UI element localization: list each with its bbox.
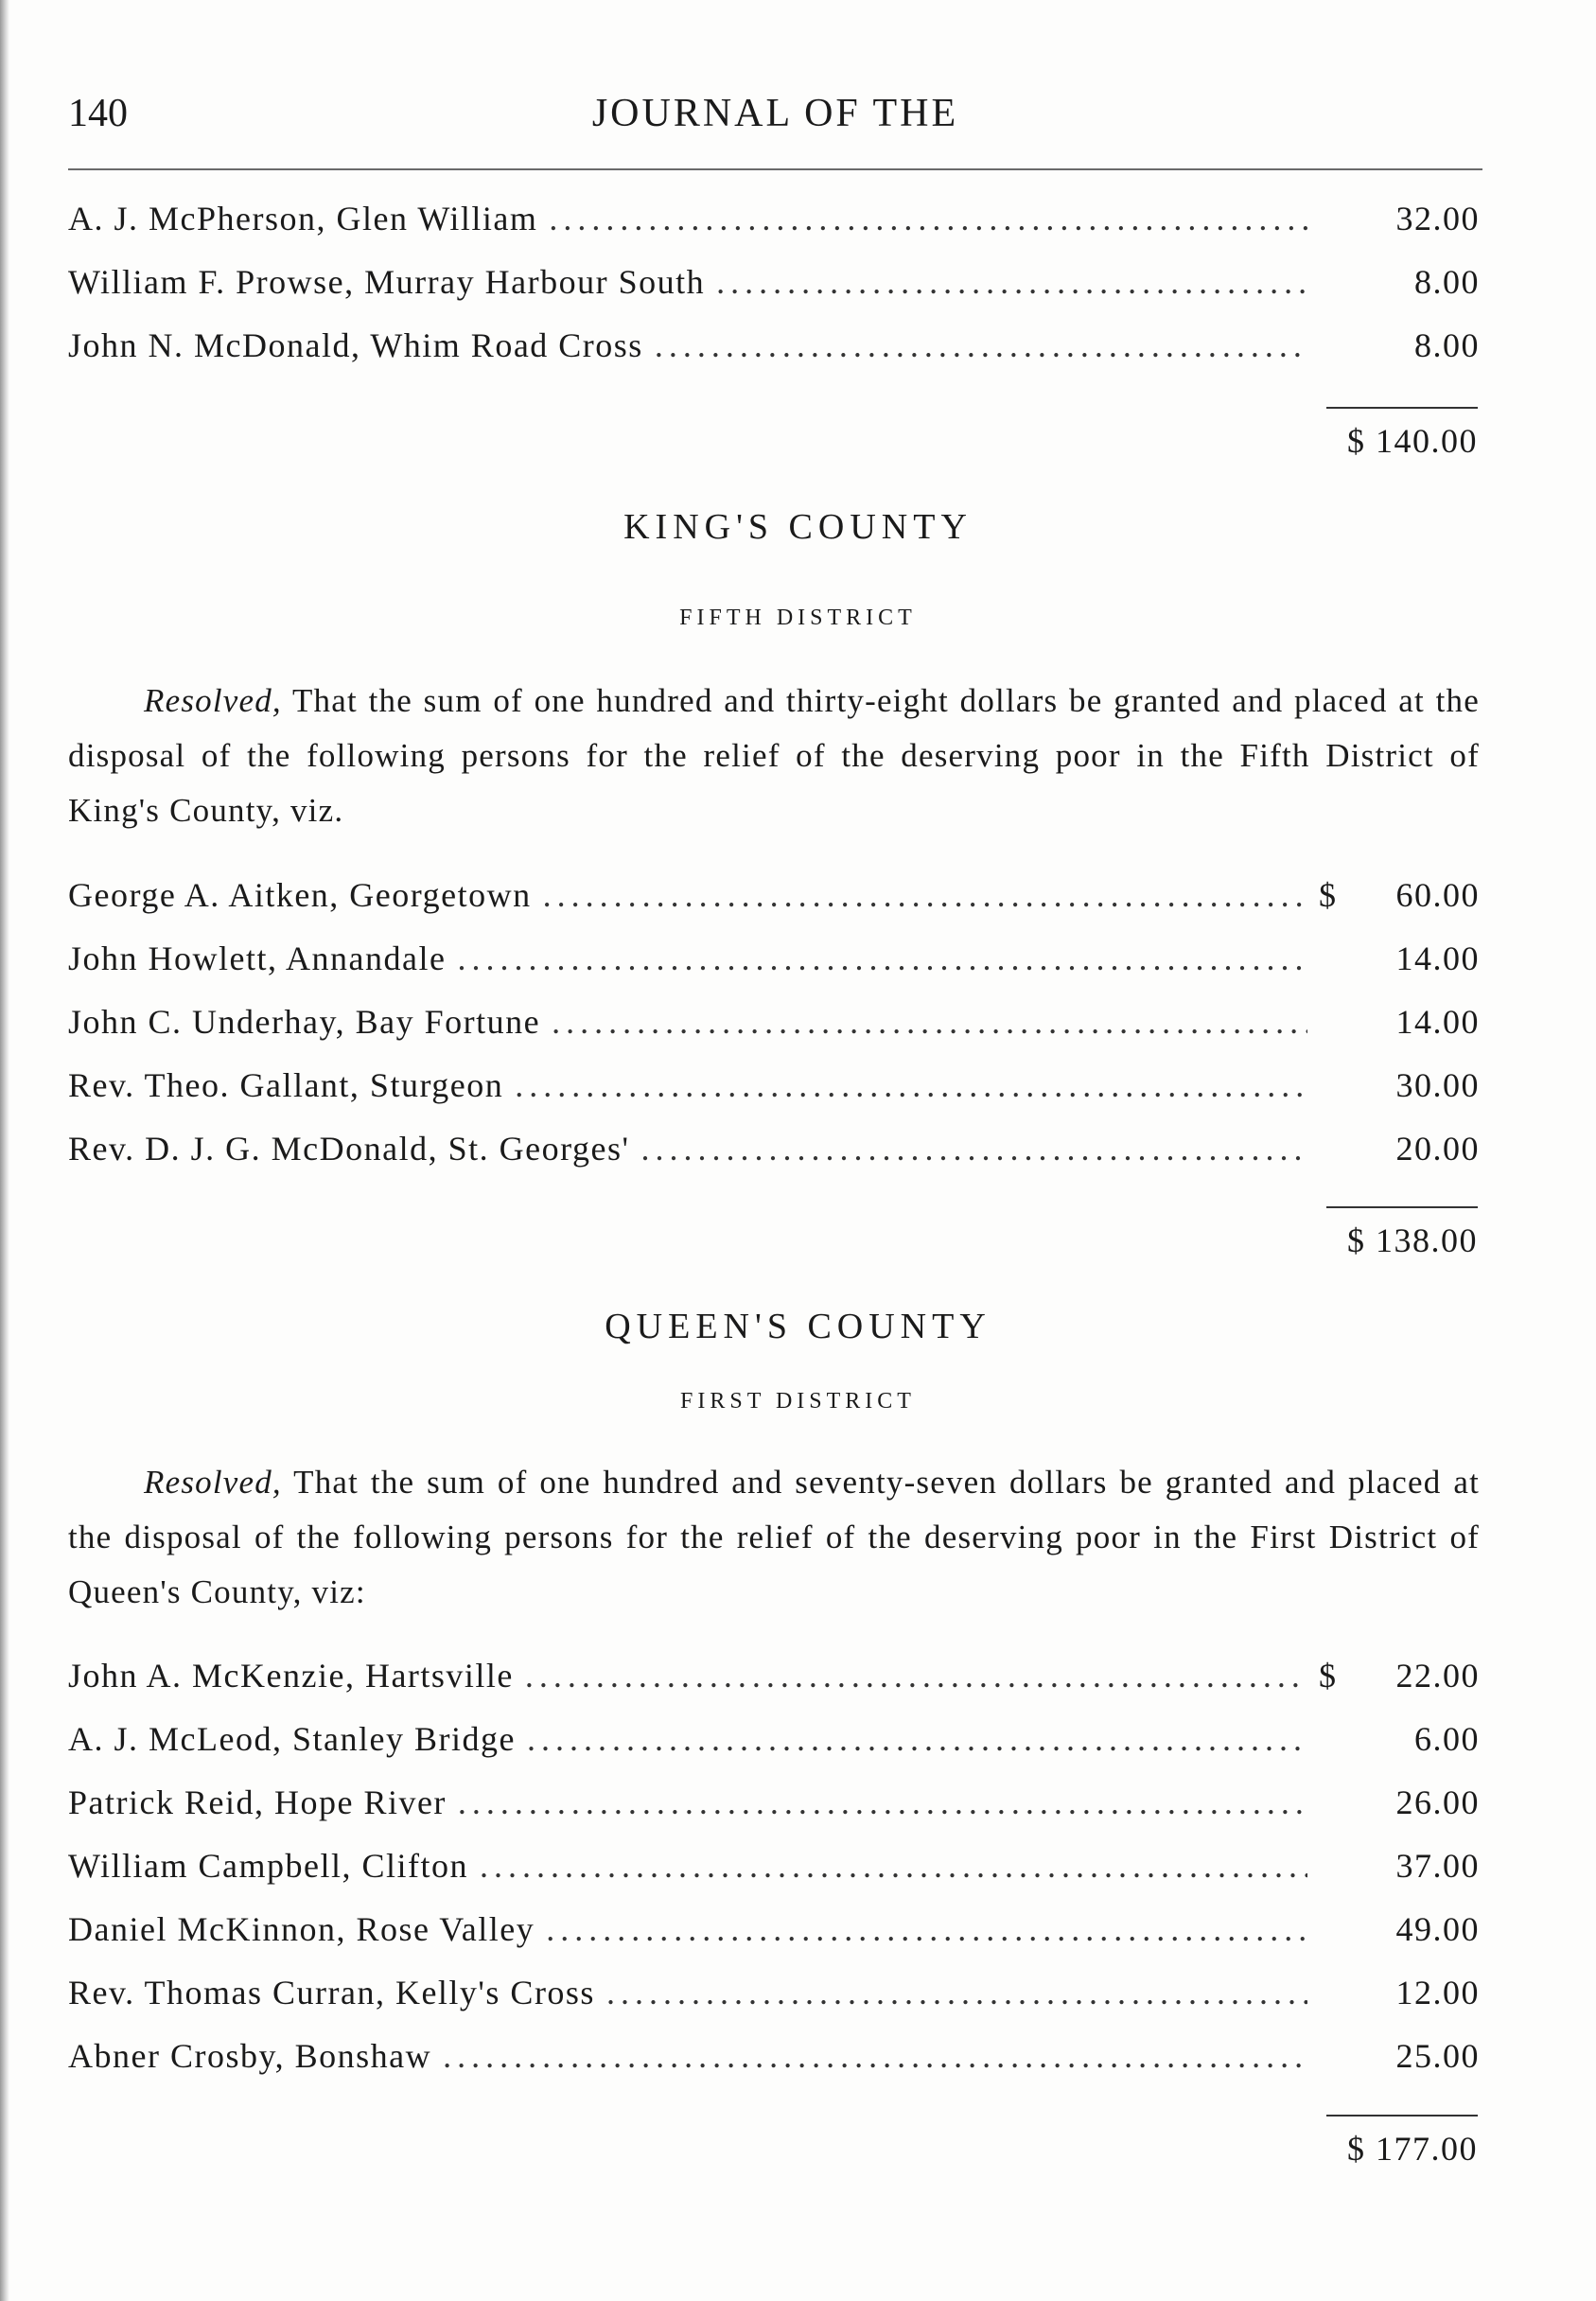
county-heading: QUEEN'S COUNTY — [605, 1307, 991, 1346]
list-item: John C. Underhay, Bay Fortune ..... 14.00 — [68, 1002, 1480, 1065]
dot-leader — [458, 1783, 1307, 1822]
list-item: John A. McKenzie, Hartsville ..... $ 22.00 — [68, 1656, 1480, 1719]
resolved-word: Resolved, — [144, 682, 282, 719]
recipient-list — [68, 1656, 1480, 2099]
list-item: William Campbell, Clifton ..... 37.00 — [68, 1846, 1480, 1909]
dot-leader — [546, 1909, 1307, 1949]
list-item: Rev. Thomas Curran, Kelly's Cross ..... 12.00 — [68, 1973, 1480, 2036]
running-title: JOURNAL OF THE — [591, 92, 959, 135]
total-rule — [1326, 2115, 1478, 2117]
list-item: A. J. McPherson, Glen William ..... 32.00 — [68, 199, 1480, 262]
recipient-list — [68, 875, 1480, 1192]
dot-leader — [457, 939, 1307, 978]
carryover-list — [68, 199, 1480, 389]
queens-total: $ 177.00 — [1347, 2130, 1478, 2168]
total-rule — [1326, 407, 1478, 409]
carryover-total: $ 140.00 — [1347, 422, 1478, 460]
list-item: A. J. McLeod, Stanley Bridge ..... 6.00 — [68, 1719, 1480, 1783]
dot-leader — [543, 875, 1307, 915]
resolution-paragraph — [68, 1455, 1480, 1620]
resolution-text: That the sum of one hundred and seventy-seven dollars be granted and placed at the disposal of the following persons for the relief of the deserving poor in the First District of Queen's County, viz: — [68, 1464, 1480, 1610]
dot-leader — [606, 1973, 1307, 2012]
district-heading: FIFTH DISTRICT — [679, 606, 917, 630]
list-item: Rev. Theo. Gallant, Sturgeon ..... 30.00 — [68, 1065, 1480, 1129]
header-rule — [68, 168, 1482, 170]
resolved-word: Resolved, — [144, 1464, 282, 1501]
dot-leader — [640, 1129, 1307, 1168]
total-rule — [1326, 1206, 1478, 1208]
page-binding-shadow — [0, 0, 9, 2301]
dot-leader — [716, 262, 1307, 302]
list-item: Patrick Reid, Hope River ..... 26.00 — [68, 1783, 1480, 1846]
list-item: Rev. D. J. G. McDonald, St. Georges' ..... 20.00 — [68, 1129, 1480, 1192]
list-item: William F. Prowse, Murray Harbour South ..... 8.00 — [68, 262, 1480, 325]
dot-leader — [527, 1719, 1307, 1759]
dot-leader — [443, 2036, 1307, 2076]
list-item: Abner Crosby, Bonshaw ..... 25.00 — [68, 2036, 1480, 2099]
page-number: 140 — [68, 92, 128, 135]
district-heading: FIRST DISTRICT — [680, 1389, 916, 1414]
list-item: John Howlett, Annandale ..... 14.00 — [68, 939, 1480, 1002]
list-item: John N. McDonald, Whim Road Cross ..... 8.00 — [68, 325, 1480, 389]
dot-leader — [480, 1846, 1307, 1886]
resolution-paragraph — [68, 674, 1480, 838]
dot-leader — [655, 325, 1307, 365]
dot-leader — [552, 1002, 1307, 1042]
dot-leader — [515, 1065, 1307, 1105]
page-header — [68, 91, 1482, 148]
kings-total: $ 138.00 — [1347, 1221, 1478, 1259]
list-item: George A. Aitken, Georgetown ..... $ 60.00 — [68, 875, 1480, 939]
dot-leader — [525, 1656, 1307, 1695]
county-heading: KING'S COUNTY — [623, 507, 973, 547]
list-item: Daniel McKinnon, Rose Valley ..... 49.00 — [68, 1909, 1480, 1973]
resolution-text: That the sum of one hundred and thirty-eight dollars be granted and placed at the disposal of the following persons for the relief of the deserving poor in the Fifth District of King's County, viz. — [68, 682, 1480, 829]
dot-leader — [549, 199, 1307, 238]
